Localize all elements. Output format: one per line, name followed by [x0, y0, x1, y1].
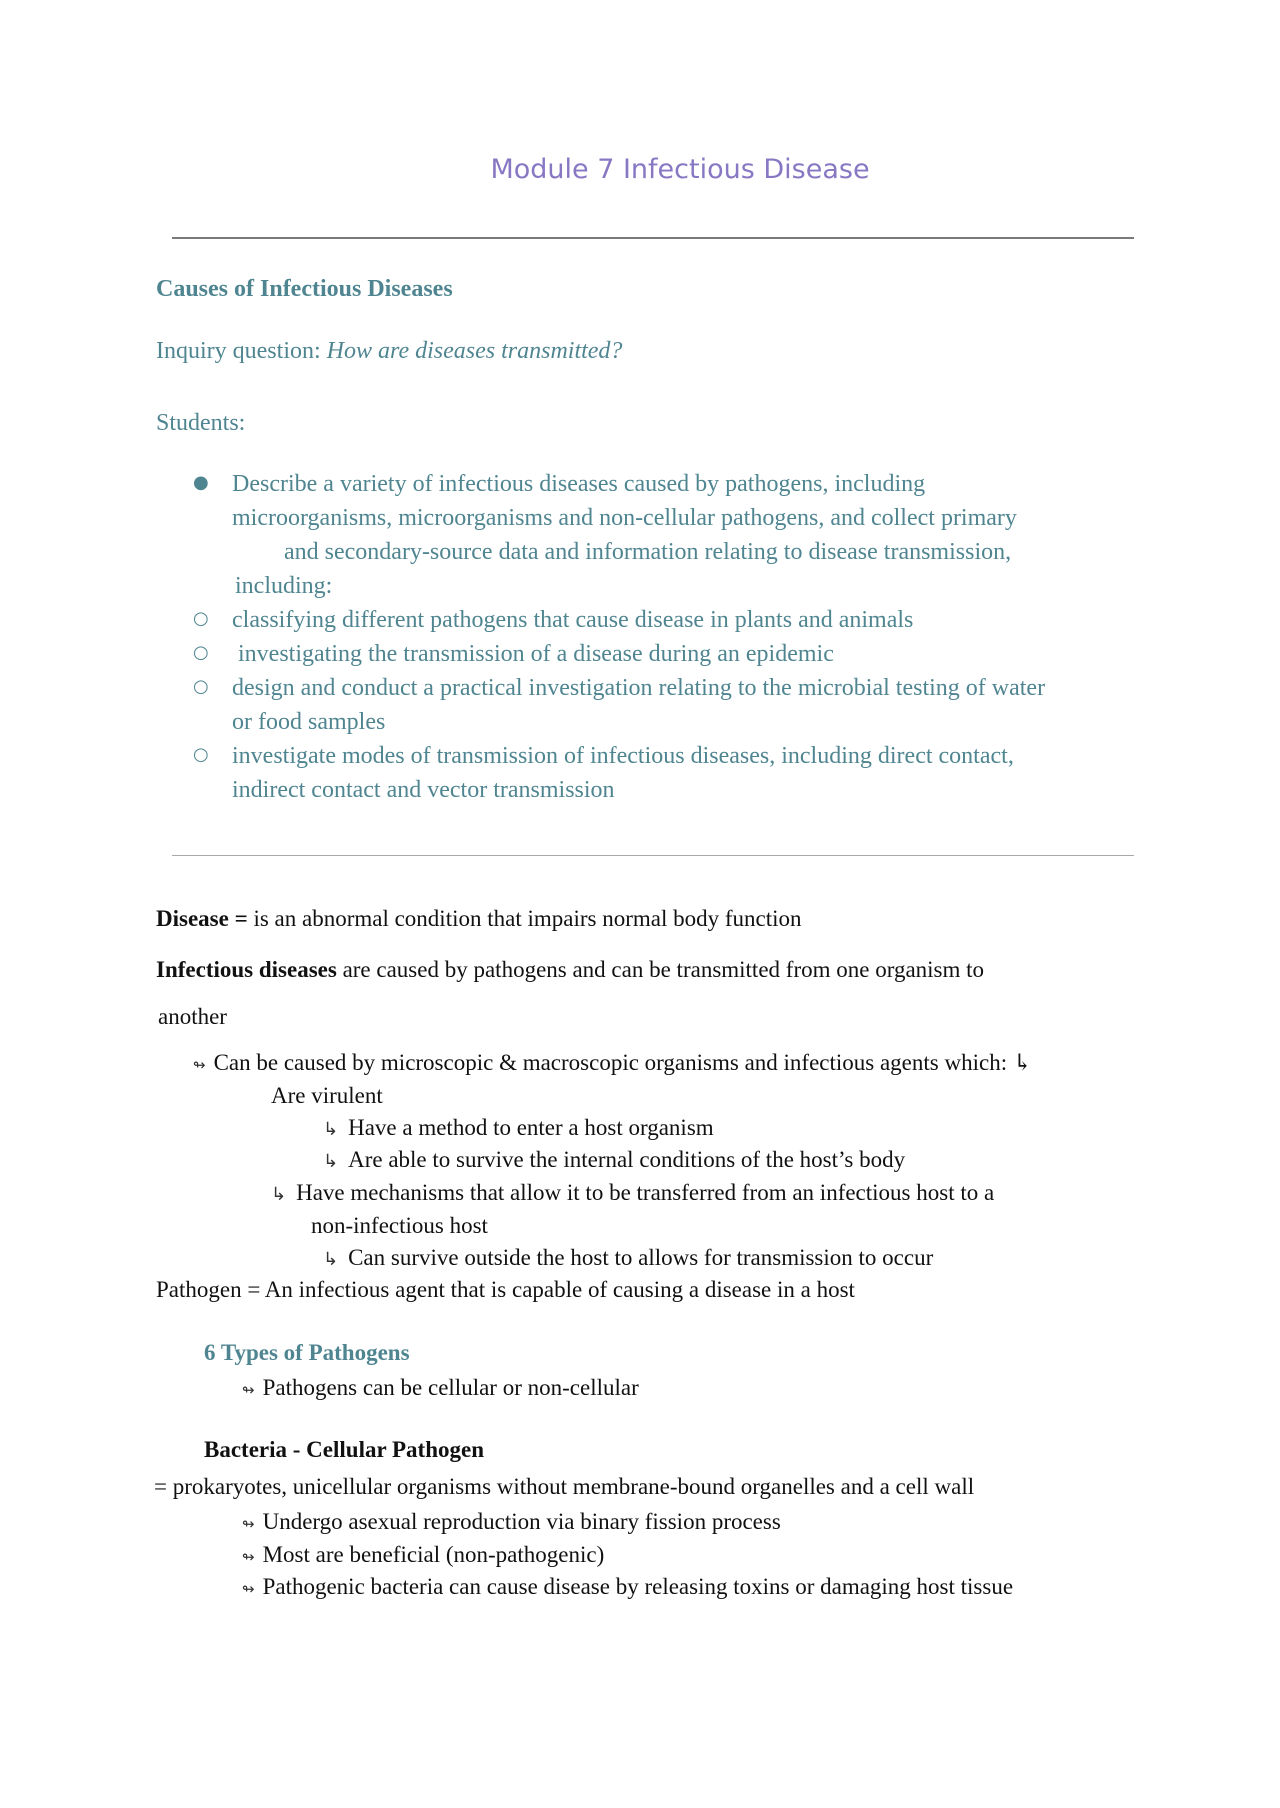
main-point-line-4: including: — [235, 573, 333, 599]
sub-point: classifying different pathogens that cause disease in plants and animals — [232, 607, 914, 633]
note-subpoint-text: Are able to survive the internal conditions of the host’s body — [348, 1147, 906, 1172]
infectious-definition — [156, 954, 984, 986]
filled-bullet-icon: ● — [193, 472, 209, 493]
main-point-line-3: and secondary-source data and information relating to disease transmission, — [284, 539, 1012, 565]
disease-def: is an abnormal condition that impairs normal body function — [247, 906, 802, 931]
down-right-arrow-icon: ↳ — [323, 1119, 339, 1140]
infectious-term: Infectious diseases — [156, 957, 337, 982]
sub-point: investigating the transmission of a disease during an epidemic — [232, 641, 834, 667]
types-point-text: Pathogens can be cellular or non-cellular — [262, 1375, 639, 1400]
hollow-bullet-icon: ○ — [193, 608, 209, 629]
bacteria-point — [242, 1571, 1013, 1605]
page-title: Module 7 Infectious Disease — [490, 154, 870, 185]
note-point-cont: Are virulent — [271, 1083, 383, 1108]
bacteria-point-text: Pathogenic bacteria can cause disease by releasing toxins or damaging host tissue — [262, 1574, 1014, 1599]
section-divider — [172, 855, 1134, 856]
infectious-definition-cont: another — [158, 1004, 227, 1029]
types-point — [242, 1372, 639, 1406]
curved-arrow-icon: ↬ — [242, 1580, 255, 1598]
down-right-arrow-icon: ↳ — [271, 1184, 287, 1205]
note-point — [271, 1177, 994, 1211]
bacteria-point-text: Undergo asexual reproduction via binary fission process — [262, 1509, 781, 1534]
note-point-text: Can be caused by microscopic & macroscopic organisms and infectious agents which: ↳ — [213, 1050, 1033, 1075]
bacteria-point — [242, 1506, 781, 1540]
section-heading: Causes of Infectious Diseases — [156, 276, 453, 302]
down-right-arrow-icon: ↳ — [323, 1151, 339, 1172]
bacteria-point-text: Most are beneficial (non-pathogenic) — [262, 1542, 605, 1567]
pathogen-definition: Pathogen = An infectious agent that is capable of causing a disease in a host — [156, 1277, 855, 1302]
disease-definition — [156, 903, 802, 935]
students-label: Students: — [156, 410, 246, 436]
title-divider — [172, 237, 1134, 239]
down-right-arrow-icon: ↳ — [323, 1249, 339, 1270]
note-subpoint — [323, 1112, 714, 1146]
inquiry-text: How are diseases transmitted? — [326, 338, 623, 364]
note-subpoint-text: Have a method to enter a host organism — [348, 1115, 714, 1140]
types-heading: 6 Types of Pathogens — [204, 1340, 410, 1365]
bacteria-definition: = prokaryotes, unicellular organisms without membrane-bound organelles and a cell wall — [154, 1474, 975, 1499]
main-point-line-1: Describe a variety of infectious diseases caused by pathogens, including — [232, 471, 926, 497]
infectious-def: are caused by pathogens and can be transmitted from one organism to — [336, 957, 985, 982]
sub-point: investigate modes of transmission of infectious diseases, including direct contact, — [232, 743, 1014, 769]
note-subpoint — [323, 1144, 905, 1178]
hollow-bullet-icon: ○ — [193, 676, 209, 697]
inquiry-label: Inquiry question: — [156, 338, 327, 364]
curved-arrow-icon: ↬ — [242, 1515, 255, 1533]
note-point-text: Have mechanisms that allow it to be transferred from an infectious host to a — [296, 1180, 995, 1205]
note-subpoint — [323, 1242, 933, 1276]
sub-point-cont: indirect contact and vector transmission — [232, 777, 615, 803]
bacteria-heading: Bacteria - Cellular Pathogen — [204, 1437, 484, 1462]
hollow-bullet-icon: ○ — [193, 642, 209, 663]
curved-arrow-icon: ↬ — [242, 1548, 255, 1566]
disease-term: Disease = — [156, 906, 248, 931]
bacteria-point — [242, 1539, 604, 1573]
note-point — [193, 1047, 1032, 1081]
note-subpoint-text: Can survive outside the host to allows for transmission to occur — [348, 1245, 934, 1270]
inquiry-question — [156, 334, 622, 368]
hollow-bullet-icon: ○ — [193, 744, 209, 765]
sub-point-cont: or food samples — [232, 709, 386, 735]
curved-arrow-icon: ↬ — [193, 1056, 206, 1074]
sub-point: design and conduct a practical investigation relating to the microbial testing of water — [232, 675, 1046, 701]
curved-arrow-icon: ↬ — [242, 1381, 255, 1399]
main-point-line-2: microorganisms, microorganisms and non-cellular pathogens, and collect primary — [232, 505, 1017, 531]
note-point-cont: non-infectious host — [311, 1213, 488, 1238]
